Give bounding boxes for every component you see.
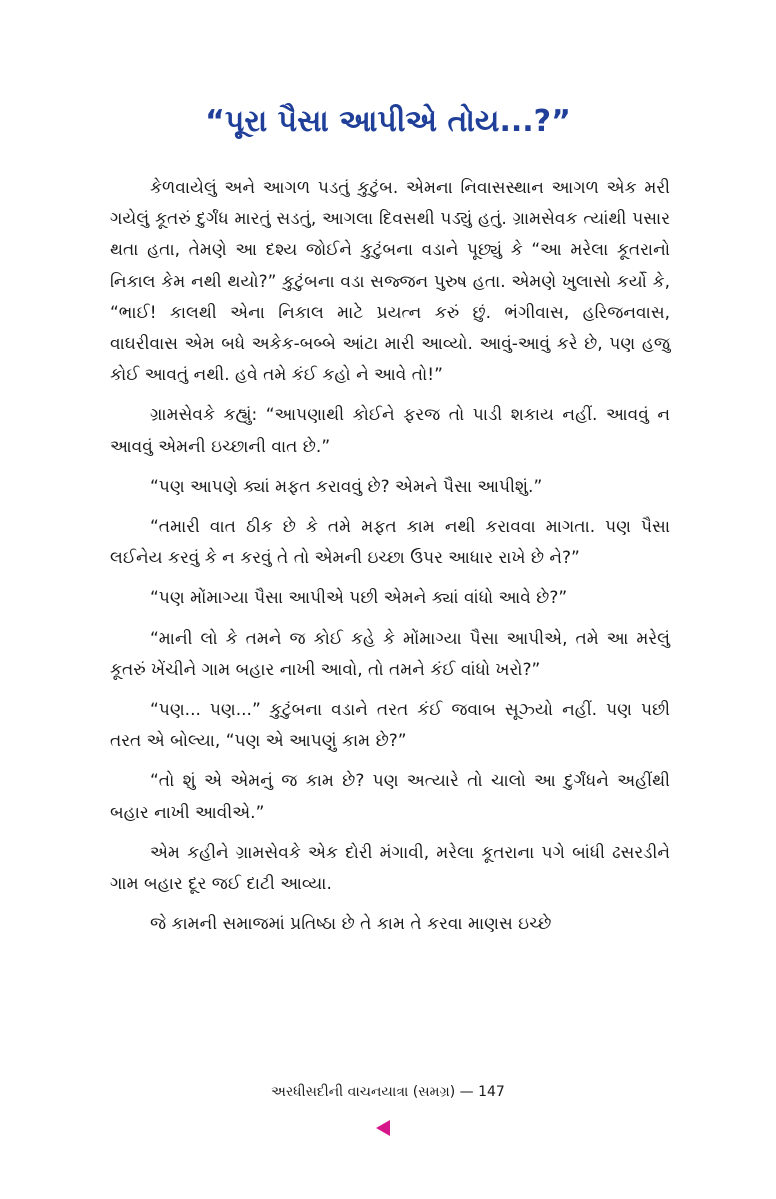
paragraph-4: “તમારી વાત ઠીક છે કે તમે મફત કામ નથી કરાવવા માગતા. પણ પૈસા લઈનેય કરવું કે ન કરવું તે તો એમની ઇચ્છા ઉપર આધાર રાખે છે ને?” (110, 517, 670, 569)
footer-page-number: 147 (478, 1084, 505, 1100)
article-body (110, 173, 670, 949)
footer-separator: — (459, 1084, 474, 1100)
paragraph-9: એમ કહીને ગ્રામસેવકે એક દોરી મંગાવી, મરેલા કૂતરાના પગે બાંધી ઢસરડીને ગામ બહાર દૂર જઈ દાટી આવ્યા. (110, 842, 670, 895)
page-footer (0, 1082, 776, 1102)
footer-book-title: અરધીસદીની વાચનયાત્રા (સમગ્ર) (271, 1084, 456, 1100)
paragraph-7: “પણ... પણ...” કુટુંબના વડાને તરત કંઈ જવાબ સૂઝ્યો નહીં. પણ પછી તરત એ બોલ્યા, “પણ એ આપણું કામ છે?” (110, 700, 670, 752)
paragraph-3: “પણ આપણે ક્યાં મફત કરાવવું છે? એમને પૈસા આપીશું.” (150, 476, 543, 497)
page-title: “પૂરા પૈસા આપીએ તોય...?” (205, 104, 571, 139)
paragraph-1: કેળવાયેલું અને આગળ પડતું કુટુંબ. એમના નિવાસસ્થાન આગળ એક મરી ગયેલું કૂતરું દુર્ગંધ મારતું સડતું, આગલા દિવસથી પડ્યું હતું. ગ્રામસેવક ત્યાંથી પસાર થતા હતા, તેમણે આ દશ્ય જોઈને કુટુંબના વડાને પૂછ્યું કે “આ મરેલા કૂતરાનો નિકાલ કેમ નથી થયો?” કુટુંબના વડા સજ્જન પુરુષ હતા. એમણે ખુલાસો કર્યો કે, “ભાઈ! કાલથી એના નિકાલ માટે પ્રયત્ન કરું છું. ભંગીવાસ, હરિજનવાસ, વાઘરીવાસ એમ બધે અકેક-બબ્બે આંટા મારી આવ્યો. આવું-આવું કરે છે, પણ હજુ કોઈ આવતું નથી. હવે તમે કંઈ કહો ને આવે તો!” (110, 178, 670, 386)
paragraph-10: જે કામની સમાજમાં પ્રતિષ્ઠા છે તે કામ તે કરવા માણસ ઇચ્છે (150, 914, 552, 935)
paragraph-8: “તો શું એ એમનું જ કામ છે? પણ અત્યારે તો ચાલો આ દુર્ગંધને અહીંથી બહાર નાખી આવીએ.” (110, 771, 670, 823)
paragraph-5: “પણ મોંમાગ્યા પૈસા આપીએ પછી એમને ક્યાં વાંધો આવે છે?” (150, 588, 568, 609)
previous-page-arrow-icon[interactable] (376, 1120, 390, 1136)
paragraph-6: “માની લો કે તમને જ કોઈ કહે કે મોંમાગ્યા પૈસા આપીએ, તમે આ મરેલું કૂતરું ખેંચીને ગામ બહાર નાખી આવો, તો તમને કંઈ વાંધો ખરો?” (110, 628, 670, 680)
paragraph-2: ગ્રામસેવકે કહ્યું: “આપણાથી કોઈને ફરજ તો પાડી શકાય નહીં. આવવું ન આવવું એમની ઇચ્છાની વાત છે.” (110, 405, 670, 457)
